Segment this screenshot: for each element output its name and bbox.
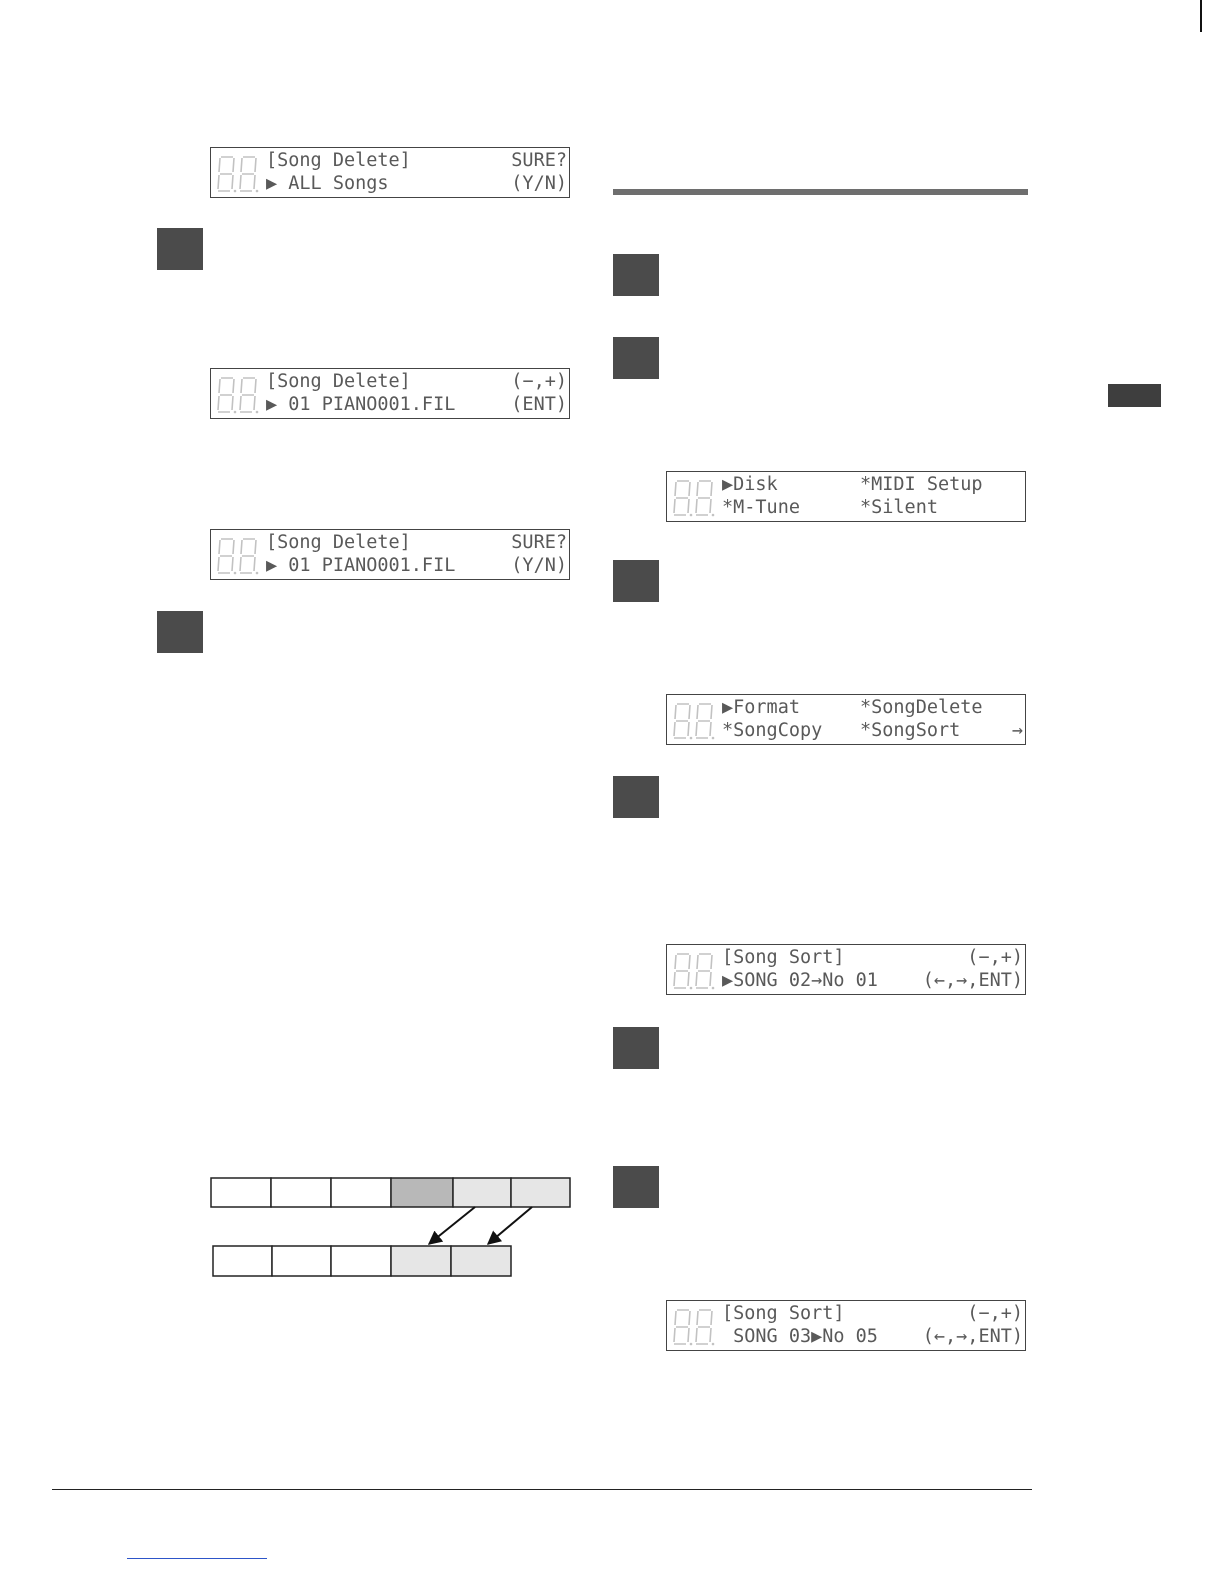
step-box <box>157 611 203 653</box>
song-delete-shift-diagram <box>209 1176 573 1280</box>
section-rule <box>613 189 1028 195</box>
lcd-text: ▶ 01 PIANO001.FIL <box>266 394 456 415</box>
lcd-disk-menu <box>666 694 1026 745</box>
lcd-text: (−,+) <box>967 1303 1023 1324</box>
step-box <box>613 560 659 602</box>
song-slot <box>213 1246 272 1276</box>
lcd-text: (−,+) <box>511 371 567 392</box>
song-slot <box>211 1178 271 1207</box>
moved-song-slot <box>511 1178 570 1207</box>
lcd-text: (←,→,ENT) <box>922 970 1023 991</box>
seven-segment-88-icon <box>216 536 262 576</box>
lcd-text: (Y/N) <box>511 555 567 576</box>
seven-segment-88-icon <box>672 951 718 991</box>
after-song-list <box>213 1246 511 1276</box>
lcd-song-sort-select <box>666 944 1026 995</box>
step-box <box>613 254 659 296</box>
chapter-side-tab <box>1108 384 1161 407</box>
seven-segment-88-icon <box>216 375 262 415</box>
lcd-text: (←,→,ENT) <box>922 1326 1023 1347</box>
seven-segment-88-icon <box>672 1307 718 1347</box>
moved-song-slot <box>453 1178 511 1207</box>
lcd-text: ▶Format <box>722 697 800 718</box>
lcd-function-menu <box>666 471 1026 522</box>
seven-segment-88-icon <box>672 478 718 518</box>
song-slot <box>272 1246 331 1276</box>
lcd-text: *SongDelete <box>860 697 983 718</box>
lcd-text: SURE? <box>511 532 567 553</box>
lcd-text: [Song Delete] <box>266 150 411 171</box>
lcd-text: ▶SONG 02→No 01 <box>722 970 878 991</box>
lcd-text: → <box>1011 720 1023 741</box>
lcd-text: *SongSort <box>860 720 961 741</box>
lcd-text: [Song Sort] <box>722 1303 845 1324</box>
lcd-text: (−,+) <box>967 947 1023 968</box>
seven-segment-88-icon <box>672 701 718 741</box>
lcd-song-delete-file-confirm <box>210 529 570 580</box>
lcd-text: ▶ ALL Songs <box>266 173 389 194</box>
lcd-song-sort-destination <box>666 1300 1026 1351</box>
deleted-song-slot <box>391 1178 453 1207</box>
diagonal-arrow-icon <box>429 1207 475 1244</box>
lcd-text: *Silent <box>860 497 938 518</box>
lcd-text: SONG 03▶No 05 <box>722 1326 878 1347</box>
step-box <box>613 776 659 818</box>
step-box <box>613 337 659 379</box>
lcd-text: (ENT) <box>511 394 567 415</box>
lcd-text: ▶ 01 PIANO001.FIL <box>266 555 456 576</box>
song-slot <box>331 1246 391 1276</box>
diagonal-arrow-icon <box>488 1207 532 1244</box>
lcd-text: (Y/N) <box>511 173 567 194</box>
lcd-text: ▶Disk <box>722 474 778 495</box>
step-box <box>613 1027 659 1069</box>
lcd-text: *M-Tune <box>722 497 800 518</box>
lcd-song-delete-all-confirm <box>210 147 570 198</box>
before-song-list <box>211 1178 570 1207</box>
song-slot <box>331 1178 391 1207</box>
lcd-text: [Song Sort] <box>722 947 845 968</box>
song-slot <box>271 1178 331 1207</box>
step-box <box>613 1166 659 1208</box>
seven-segment-88-icon <box>216 154 262 194</box>
lcd-text: *MIDI Setup <box>860 474 983 495</box>
lcd-text: SURE? <box>511 150 567 171</box>
moved-song-slot <box>451 1246 511 1276</box>
lcd-song-delete-select <box>210 368 570 419</box>
moved-song-slot <box>391 1246 451 1276</box>
step-box <box>157 228 203 270</box>
lcd-text: [Song Delete] <box>266 371 411 392</box>
footer-link-underline[interactable] <box>127 1558 267 1559</box>
lcd-text: *SongCopy <box>722 720 823 741</box>
footer-rule <box>52 1489 1032 1490</box>
lcd-text: [Song Delete] <box>266 532 411 553</box>
page-edge-mark <box>1200 0 1202 32</box>
